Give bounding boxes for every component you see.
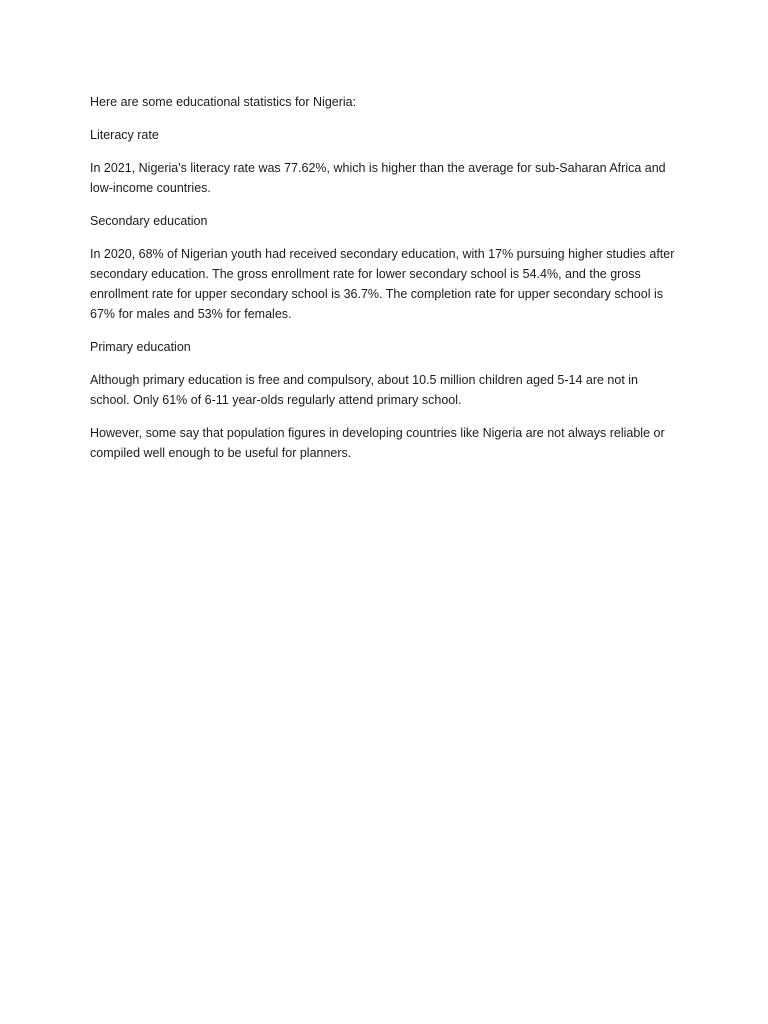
- section-body-literacy-rate: In 2021, Nigeria's literacy rate was 77.62%, which is higher than the average for sub-Saharan Africa and low-income countries.: [90, 161, 666, 195]
- closing-paragraph: However, some say that population figures in developing countries like Nigeria are not always reliable or compiled well enough to be useful for planners.: [90, 426, 665, 460]
- section-body-secondary-education: In 2020, 68% of Nigerian youth had received secondary education, with 17% pursuing higher studies after secondary education. The gross enrollment rate for lower secondary school is 54.4%, and the gross enrollment rate for upper secondary school is 36.7%. The completion rate for upper secondary school is 67% for males and 53% for females.: [90, 247, 675, 321]
- section-heading-primary-education: Primary education: [90, 340, 191, 354]
- section-body-primary-education: Although primary education is free and compulsory, about 10.5 million children aged 5-14 are not in school. Only 61% of 6-11 year-olds regularly attend primary school.: [90, 373, 639, 407]
- section-heading-literacy-rate: Literacy rate: [90, 128, 159, 142]
- section-heading-secondary-education: Secondary education: [90, 214, 208, 228]
- intro-paragraph: Here are some educational statistics for Nigeria:: [90, 95, 357, 109]
